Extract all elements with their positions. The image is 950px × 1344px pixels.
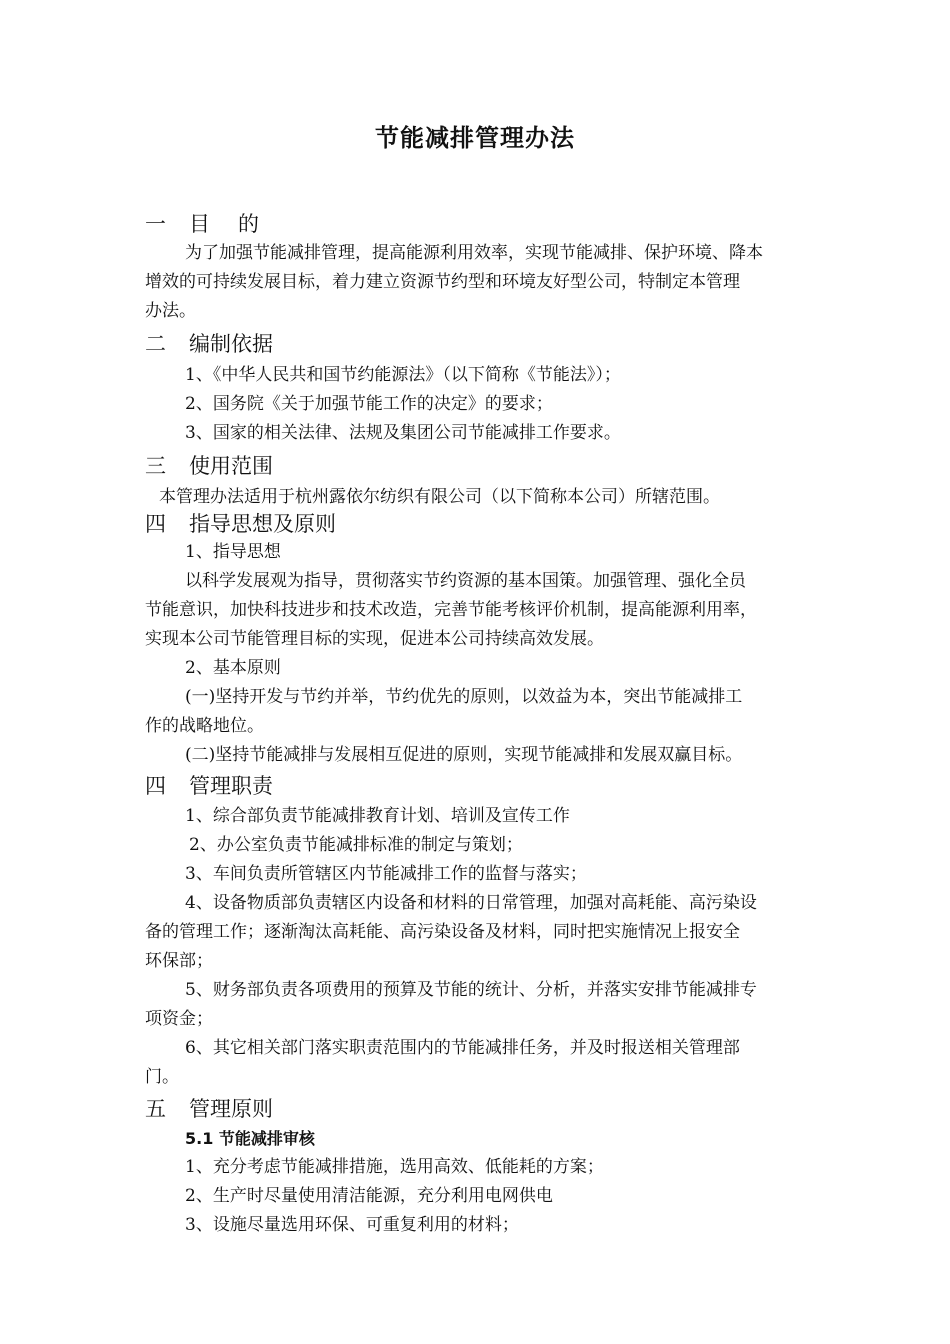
list-item: 3、设施尽量选用环保、可重复利用的材料； <box>185 1215 519 1235</box>
section-title: 使用范围 <box>189 454 273 478</box>
section-number: 四 <box>145 512 166 536</box>
list-item: 1、综合部负责节能减排教育计划、培训及宣传工作 <box>185 806 570 826</box>
section-title: 管理原则 <box>189 1097 273 1121</box>
section-number: 五 <box>145 1097 166 1121</box>
paragraph-line: 为了加强节能减排管理，提高能源利用效率，实现节能减排、保护环境、降本 <box>185 243 763 263</box>
section-heading-scope <box>145 450 273 480</box>
paragraph-line: 节能意识，加快科技进步和技术改造，完善节能考核评价机制，提高能源利用率， <box>145 600 757 620</box>
paragraph-line: 门。 <box>145 1067 179 1087</box>
paragraph-line: 增效的可持续发展目标，着力建立资源节约型和环境友好型公司，特制定本管理 <box>145 272 740 292</box>
list-item: 2、国务院《关于加强节能工作的决定》的要求； <box>185 394 553 414</box>
section-heading-principles <box>145 1093 273 1123</box>
list-item: 3、国家的相关法律、法规及集团公司节能减排工作要求。 <box>185 423 621 443</box>
section-title-part: 的 <box>238 212 259 236</box>
paragraph-line: (二)坚持节能减排与发展相互促进的原则，实现节能减排和发展双赢目标。 <box>185 745 743 765</box>
paragraph-line: 项资金； <box>145 1009 213 1029</box>
section-title: 指导思想及原则 <box>189 512 336 536</box>
section-number: 四 <box>145 774 166 798</box>
document-title: 节能减排管理办法 <box>375 124 575 152</box>
section-title-part: 目 <box>189 212 210 236</box>
paragraph-line: 备的管理工作；逐渐淘汰高耗能、高污染设备及材料，同时把实施情况上报安全 <box>145 922 740 942</box>
section-number: 三 <box>145 454 166 478</box>
paragraph-line: 办法。 <box>145 301 196 321</box>
section-number: 一 <box>145 212 166 236</box>
paragraph-line: (一)坚持开发与节约并举，节约优先的原则，以效益为本，突出节能减排工 <box>185 687 743 707</box>
list-item: 1、充分考虑节能减排措施，选用高效、低能耗的方案； <box>185 1157 604 1177</box>
section-heading-basis <box>145 328 273 358</box>
section-heading-purpose <box>145 208 259 238</box>
paragraph-line: 实现本公司节能管理目标的实现，促进本公司持续高效发展。 <box>145 629 604 649</box>
paragraph-line: 本管理办法适用于杭州露依尔纺织有限公司（以下简称本公司）所辖范围。 <box>159 487 720 507</box>
list-item: 3、车间负责所管辖区内节能减排工作的监督与落实； <box>185 864 587 884</box>
section-heading-guidance <box>145 508 336 538</box>
list-item: 1、《中华人民共和国节约能源法》（以下简称《节能法》）； <box>185 365 621 385</box>
subheading: 1、指导思想 <box>185 542 281 562</box>
subheading: 2、基本原则 <box>185 658 281 678</box>
paragraph-line: 作的战略地位。 <box>145 716 264 736</box>
list-item: 6、其它相关部门落实职责范围内的节能减排任务，并及时报送相关管理部 <box>185 1038 740 1058</box>
section-number: 二 <box>145 332 166 356</box>
list-item: 5、财务部负责各项费用的预算及节能的统计、分析，并落实安排节能减排专 <box>185 980 757 1000</box>
section-title: 编制依据 <box>189 332 273 356</box>
list-item: 4、设备物质部负责辖区内设备和材料的日常管理，加强对高耗能、高污染设 <box>185 893 757 913</box>
paragraph-line: 以科学发展观为指导，贯彻落实节约资源的基本国策。加强管理、强化全员 <box>185 571 746 591</box>
subsection-title: 5.1 节能减排审核 <box>185 1129 315 1148</box>
section-title: 管理职责 <box>189 774 273 798</box>
section-heading-duties <box>145 770 273 800</box>
list-item: 2、办公室负责节能减排标准的制定与策划； <box>189 835 523 855</box>
paragraph-line: 环保部； <box>145 951 213 971</box>
list-item: 2、生产时尽量使用清洁能源，充分利用电网供电 <box>185 1186 553 1206</box>
